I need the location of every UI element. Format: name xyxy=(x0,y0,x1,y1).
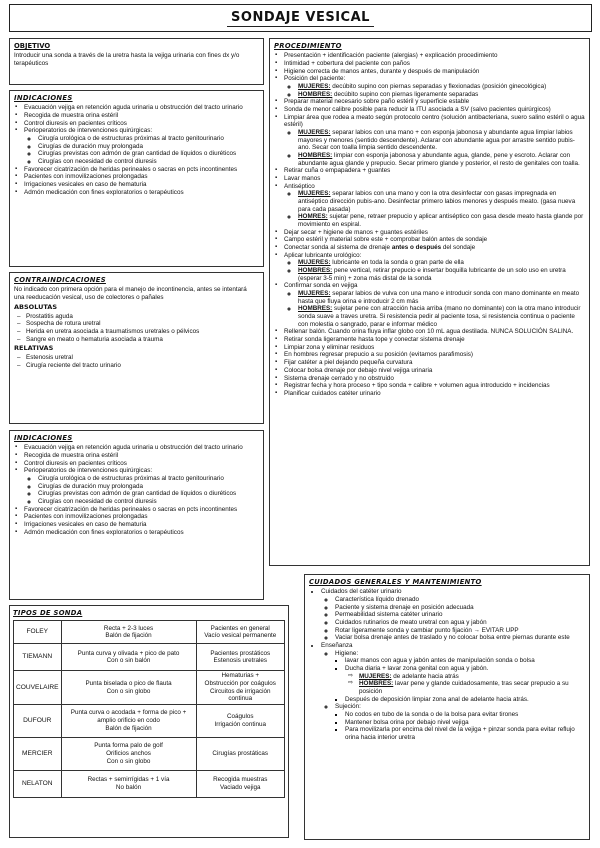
sub-item: ◦ Característica líquido drenado xyxy=(335,596,585,604)
sub-step: ◦ MUJERES: decúbito supino con piernas separadas y flexionadas (posición ginecológica) xyxy=(298,83,585,91)
sub-item: ◦ Cirugías previstas con admón de gran cantidad de líquidos o diuréticos xyxy=(38,150,259,158)
sub-item: ◦ Cirugías con necesidad de control diuresis xyxy=(38,158,259,166)
page-title-box xyxy=(9,4,592,32)
step: ▪ En hombres regresar prepucio a su posición (evitarnos parafimosis) xyxy=(284,351,585,359)
procedimiento-header: PROCEDIMIENTO xyxy=(274,42,342,50)
indicaciones-section xyxy=(9,90,264,267)
step: ▪ Limpiar área que rodea a meato según protocolo centro (solución antibacteriana, suero salino estéril o agua estéril) ◦ MUJERES: separar labios con una mano + con esponja jabonosa y abundante agua limpiar labios mayores y menores (sentido descendente). Aclarar con abundante agua por arrastre sentido pubis-ano. Secar con toalla limpia sentido descendente. ◦ HOMBRES: limpiar con esponja jabonosa y abundante agua, glande, pene y escroto. Aclarar con abundante agua glande y prepucio. Secar primero glande y posterior, el resto de genitales con toalla. xyxy=(284,114,585,168)
list-item: ▪ Irrigaciones vesicales en caso de hematuria xyxy=(24,521,259,529)
step: ▪ Registrar fecha y hora proceso + tipo sonda + calibre + volumen agua introducido + incidencias xyxy=(284,382,585,390)
sub-item: ◦ Rotar ligeramente sonda y cambiar punto fijación → EVITAR UPP xyxy=(335,627,585,635)
list-item: – Sangre en meato o hematuria asociada a trauma xyxy=(26,336,259,344)
page-title: SONDAJE VESICAL xyxy=(227,10,374,27)
table-cell-use: Cirugías prostáticas xyxy=(196,737,284,770)
step: ▪ Lavar manos xyxy=(284,175,585,183)
sub-item: ◦ Cirugía urológica o de estructuras próximas al tracto genitourinario xyxy=(38,135,259,143)
cuidados-header: CUIDADOS GENERALES Y MANTENIMIENTO xyxy=(309,578,482,586)
table-cell-desc: Recta + 2-3 luces Balón de fijación xyxy=(61,621,196,644)
step: ▪ Retirar sonda ligeramente hasta tope y conectar sistema drenaje xyxy=(284,336,585,344)
sub-step: ◦ HOMBRES: decúbito supino con piernas ligeramente separadas xyxy=(298,91,585,99)
list-item: – Cirugía reciente del tracto urinario xyxy=(26,362,259,370)
table-cell-name: DUFOUR xyxy=(14,704,62,737)
contraindicaciones-header: CONTRAINDICACIONES xyxy=(14,276,106,284)
table-cell-name: TIEMANN xyxy=(14,644,62,671)
sub-sub-item: ▪ lavar manos con agua y jabón antes de manipulación sonda o bolsa xyxy=(345,657,585,665)
table-cell-desc: Rectas + semirrígidas + 1 vía No balón xyxy=(61,770,196,797)
list-item: ▪ Favorecer cicatrización de heridas perineales o sacras en pcts incontinentes xyxy=(24,506,259,514)
step: ▪ Antiséptico ◦ MUJERES: separar labios con una mano y con la otra desinfectar con gasas impregnada en antiséptico dirección pubis-ano. Desinfectar primero labios menores y después meato. (gasa nueva para cada pasada) ◦ HOMRES: sujetar pene, retraer prepucio y aplicar antiséptico con gasa desde meato hasta glande por movimiento en espiral. xyxy=(284,183,585,229)
sub-item: ◦ Cirugías de duración muy prolongada xyxy=(38,143,259,151)
list-item: – Prostatitis aguda xyxy=(26,313,259,321)
table-row xyxy=(14,644,285,671)
table-cell-desc: Punta curva o acodada + forma de pico + amplio orificio en codo Balón de fijación xyxy=(61,704,196,737)
step: ▪ Planificar cuidados catéter urinario xyxy=(284,390,585,398)
sub-item: ◦ Permeabilidad sistema catéter urinario xyxy=(335,611,585,619)
list-item: ▪ Recogida de muestra orina estéril xyxy=(24,452,259,460)
list-item: ▪ Pacientes con inmovilizaciones prolongadas xyxy=(24,173,259,181)
sub-step: ◦ MUJERES: separar labios de vulva con una mano e introducir sonda con mano dominante en meato hasta que fluya orina e introducir 2 cm más xyxy=(298,290,585,305)
sub-step: ◦ HOMBRES: limpiar con esponja jabonosa y abundante agua, glande, pene y escroto. Aclarar con abundante agua glande y prepucio. Secar primero glande y posterior, el resto de genitales con toalla. xyxy=(298,152,585,167)
step: ▪ Campo estéril y material sobre este + comprobar balón antes de sondaje xyxy=(284,236,585,244)
step: ▪ Retirar cuña o empapadera + guantes xyxy=(284,167,585,175)
sub-step: ◦ MUJERES: lubricante en toda la sonda o gran parte de ella xyxy=(298,259,585,267)
list-item: – Sospecha de rotura uretral xyxy=(26,320,259,328)
table-cell-use: Pacientes en general Vacío vesical permanente xyxy=(196,621,284,644)
table-cell-desc: Punta biselada o pico de flauta Con o sin globo xyxy=(61,671,196,705)
table-cell-use: Coágulos Irrigación continua xyxy=(196,704,284,737)
table-cell-name: NELATON xyxy=(14,770,62,797)
step: ▪ Preparar material necesario sobre paño estéril y superficie estable xyxy=(284,98,585,106)
step: ▪ Sistema drenaje cerrado y no obstruido xyxy=(284,375,585,383)
table-row xyxy=(14,704,285,737)
sub-item: ◦ Cirugías con necesidad de control diuresis xyxy=(38,498,259,506)
sub-step: ◦ HOMBRES: pene vertical, retirar prepucio e insertar boquilla lubricante de un solo uso en uretra (esperar 3-5 min) + zona más distal de la sonda xyxy=(298,267,585,282)
step: ▪ Confirmar sonda en vejiga ◦ MUJERES: separar labios de vulva con una mano e introducir sonda con mano dominante en meato hasta que fluya orina e introducir 2 cm más ◦ HOMBRES: sujetar pene con atracción hacia arriba (mano no dominante) con la otra mano introducir sonda suave a traves uretra. Si resistencia pedir al paciente tosa, si resistencia continua o paciente con molestia o sangrado, parar e informar médico xyxy=(284,282,585,328)
sub-sub-item: ▪ Mantener bolsa orina por debajo nivel vejiga xyxy=(345,719,585,727)
sub-item: ◦ Higiene: ▪ lavar manos con agua y jabón antes de manipulación sonda o bolsa ▪ Ducha diaria + lavar zona genital con agua y jabón. ⇨ MUJERES: de adelante hacia atrás ⇨ HOMBRES: lavar pene y glande cuidadosamente, tras secar prepucio a su posición ▪ Después de deposición limpiar zona anal de adelante hacia atrás. xyxy=(335,650,585,704)
sub-step: ◦ MUJERES: separar labios con una mano + con esponja jabonosa y abundante agua limpiar labios mayores y menores (sentido descendente). Aclarar con abundante agua por arrastre sentido pubis-ano. Secar con toalla limpia sentido descendente. xyxy=(298,129,585,152)
objetivo-header: OBJETIVO xyxy=(14,42,51,50)
sub-step: ◦ MUJERES: separar labios con una mano y con la otra desinfectar con gasas impregnada en antiséptico dirección pubis-ano. Desinfectar primero labios menores y después meato. (gasa nueva para cada pasada) xyxy=(298,190,585,213)
step: ▪ Aplicar lubricante urológico: ◦ MUJERES: lubricante en toda la sonda o gran parte de ella ◦ HOMBRES: pene vertical, retirar prepucio e insertar boquilla lubricante de un solo uso en uretra (esperar 3-5 min) + zona más distal de la sonda xyxy=(284,252,585,283)
table-cell-name: COUVELAIRE xyxy=(14,671,62,705)
table-row xyxy=(14,770,285,797)
sub-item: ◦ Sujeción: ▪ No codos en tubo de la sonda o de la bolsa para evitar tirones ▪ Mantener bolsa orina por debajo nivel vejiga ▪ Para movilizarla por encima del nivel de la vejiga + pinzar sonda para evitar reflujo orina hacia interior uretra xyxy=(335,703,585,741)
list-item: • Enseñanza ◦ Higiene: ▪ lavar manos con agua y jabón antes de manipulación sonda o bolsa ▪ Ducha diaria + lavar zona genital con agua y jabón. ⇨ MUJERES: de adelante hacia atrás ⇨ HOMBRES: lavar pene y glande cuidadosamente, tras secar prepucio a su posición ▪ Después de deposición limpiar zona anal de adelante hacia atrás. ◦ Sujeción: ▪ No codos en tubo de la sonda o de la bolsa para evitar tirones ▪ Mantener bolsa orina por debajo nivel vejiga ▪ Para movilizarla por encima del nivel de la vejiga + pinzar sonda para evitar reflujo orina hacia interior uretra xyxy=(321,642,585,742)
tipos-header: TIPOS DE SONDA xyxy=(13,609,83,617)
step: ▪ Rellenar balón. Cuando orina fluya inflar globo con 10 mL agua destilada. NUNCA SOLUCIÓN SALINA. xyxy=(284,328,585,336)
step: ▪ Conectar sonda al sistema de drenaje antes o después del sondaje xyxy=(284,244,585,252)
cuidados-section xyxy=(304,574,590,840)
sub-sub-item: ▪ Ducha diaria + lavar zona genital con agua y jabón. ⇨ MUJERES: de adelante hacia atrás ⇨ HOMBRES: lavar pene y glande cuidadosamente, tras secar prepucio a su posición xyxy=(345,665,585,696)
arrow-item: ⇨ HOMBRES: lavar pene y glande cuidadosamente, tras secar prepucio a su posición xyxy=(359,680,585,695)
table-cell-name: FOLEY xyxy=(14,621,62,644)
table-cell-use: Recogida muestras Vaciado vejiga xyxy=(196,770,284,797)
table-cell-desc: Punta forma palo de golf Orificios anchos Con o sin globo xyxy=(61,737,196,770)
list-item: ▪ Favorecer cicatrización de heridas perineales o sacras en pcts incontinentes xyxy=(24,166,259,174)
step: ▪ Fijar catéter a piel dejando pequeña curvatura xyxy=(284,359,585,367)
list-item: • Cuidados del catéter urinario ◦ Característica líquido drenado ◦ Paciente y sistema drenaje en posición adecuada ◦ Permeabilidad sistema catéter urinario ◦ Cuidados rutinarios de meato uretral con agua y jabón ◦ Rotar ligeramente sonda y cambiar punto fijación → EVITAR UPP ◦ Vaciar bolsa drenaje antes de traslado y no colocar bolsa entre piernas durante este xyxy=(321,588,585,642)
list-item: ▪ Admón medicación con fines exploratorios o terapéuticos xyxy=(24,529,259,537)
list-item: ▪ Perioperatorios de intervenciones quirúrgicas: ◦ Cirugía urológica o de estructuras próximas al tracto genitourinario ◦ Cirugías de duración muy prolongada ◦ Cirugías previstas con admón de gran cantidad de líquidos o diuréticos ◦ Cirugías con necesidad de control diuresis xyxy=(24,467,259,505)
objetivo-section xyxy=(9,38,264,85)
step: ▪ Intimidad + cobertura del paciente con paños xyxy=(284,60,585,68)
list-item: ▪ Control diuresis en pacientes críticos xyxy=(24,460,259,468)
step: ▪ Dejar secar + higiene de manos + guantes estériles xyxy=(284,229,585,237)
contraindicaciones-intro: No indicado con primera opción para el manejo de incontinencia, antes se intentará una reeducación vesical, uso de colectores o pañales xyxy=(14,286,247,301)
list-item: ▪ Irrigaciones vesicales en caso de hematuria xyxy=(24,181,259,189)
step: ▪ Limpiar zona y eliminar residuos xyxy=(284,344,585,352)
sub-sub-item: ▪ Para movilizarla por encima del nivel de la vejiga + pinzar sonda para evitar reflujo orina hacia interior uretra xyxy=(345,726,585,741)
contraindicaciones-section xyxy=(9,272,264,424)
tipos-table xyxy=(13,620,285,798)
list-item: ▪ Control diuresis en pacientes críticos xyxy=(24,120,259,128)
table-cell-use: Pacientes prostáticos Estenosis uretrales xyxy=(196,644,284,671)
list-item: – Herida en uretra asociada a traumatismos uretrales o pélvicos xyxy=(26,328,259,336)
indicaciones-header: INDICACIONES xyxy=(14,434,73,442)
indicaciones-section-repeat xyxy=(9,430,264,600)
table-cell-desc: Punta curva y olivada + pico de pato Con o sin balón xyxy=(61,644,196,671)
sub-item: ◦ Cirugías de duración muy prolongada xyxy=(38,483,259,491)
sub-item: ◦ Cirugías previstas con admón de gran cantidad de líquidos o diuréticos xyxy=(38,490,259,498)
tipos-sonda-section xyxy=(9,605,289,838)
sub-step: ◦ HOMBRES: sujetar pene con atracción hacia arriba (mano no dominante) con la otra mano introducir sonda suave a traves uretra. Si resistencia pedir al paciente tosa, si resistencia continua o paciente con molestia o sangrado, parar e informar médico xyxy=(298,305,585,328)
table-row xyxy=(14,737,285,770)
sub-item: ◦ Vaciar bolsa drenaje antes de traslado y no colocar bolsa entre piernas durante este xyxy=(335,634,585,642)
list-item: ▪ Evacuación vejiga en retención aguda urinaria u obstrucción del tracto urinario xyxy=(24,444,259,452)
arrow-item: ⇨ MUJERES: de adelante hacia atrás xyxy=(359,673,585,681)
list-item: ▪ Perioperatorios de intervenciones quirúrgicas: ◦ Cirugía urológica o de estructuras próximas al tracto genitourinario ◦ Cirugías de duración muy prolongada ◦ Cirugías previstas con admón de gran cantidad de líquidos o diuréticos ◦ Cirugías con necesidad de control diuresis xyxy=(24,127,259,165)
sub-item: ◦ Cuidados rutinarios de meato uretral con agua y jabón xyxy=(335,619,585,627)
list-item: ▪ Evacuación vejiga en retención aguda urinaria u obstrucción del tracto urinario xyxy=(24,104,259,112)
step: ▪ Higiene correcta de manos antes, durante y después de manipulación xyxy=(284,68,585,76)
sub-item: ◦ Paciente y sistema drenaje en posición adecuada xyxy=(335,604,585,612)
sub-sub-item: ▪ Después de deposición limpiar zona anal de adelante hacia atrás. xyxy=(345,696,585,704)
table-row xyxy=(14,621,285,644)
sub-step: ◦ HOMRES: sujetar pene, retraer prepucio y aplicar antiséptico con gasa desde meato hasta glande por movimiento en espiral. xyxy=(298,213,585,228)
step: ▪ Sonda de menor calibre posible para reducir la ITU asociada a SV (salvo pacientes quirúrgicos) xyxy=(284,106,585,114)
sub-item: ◦ Cirugía urológica o de estructuras próximas al tracto genitourinario xyxy=(38,475,259,483)
procedimiento-section xyxy=(269,38,590,566)
sub-sub-item: ▪ No codos en tubo de la sonda o de la bolsa para evitar tirones xyxy=(345,711,585,719)
step: ▪ Presentación + identificación paciente (alergias) + explicación procedimiento xyxy=(284,52,585,60)
list-item: ▪ Admón medicación con fines exploratorios o terapéuticos xyxy=(24,189,259,197)
list-item: – Estenosis uretral xyxy=(26,354,259,362)
relativas-label: RELATIVAS xyxy=(14,344,54,353)
step: ▪ Colocar bolsa drenaje por debajo nivel vejiga urinaria xyxy=(284,367,585,375)
step: ▪ Posición del paciente: ◦ MUJERES: decúbito supino con piernas separadas y flexionadas (posición ginecológica) ◦ HOMBRES: decúbito supino con piernas ligeramente separadas xyxy=(284,75,585,98)
list-item: ▪ Recogida de muestra orina estéril xyxy=(24,112,259,120)
table-cell-name: MERCIER xyxy=(14,737,62,770)
objetivo-text: Introducir una sonda a través de la uretra hasta la vejiga urinaria con fines dx y/o terapéuticos xyxy=(14,52,240,67)
list-item: ▪ Pacientes con inmovilizaciones prolongadas xyxy=(24,513,259,521)
table-cell-use: Hematurias + Obstrucción por coágulos Circuitos de irrigación continua xyxy=(196,671,284,705)
absolutas-label: ABSOLUTAS xyxy=(14,302,58,311)
table-row xyxy=(14,671,285,705)
indicaciones-header: INDICACIONES xyxy=(14,94,73,102)
